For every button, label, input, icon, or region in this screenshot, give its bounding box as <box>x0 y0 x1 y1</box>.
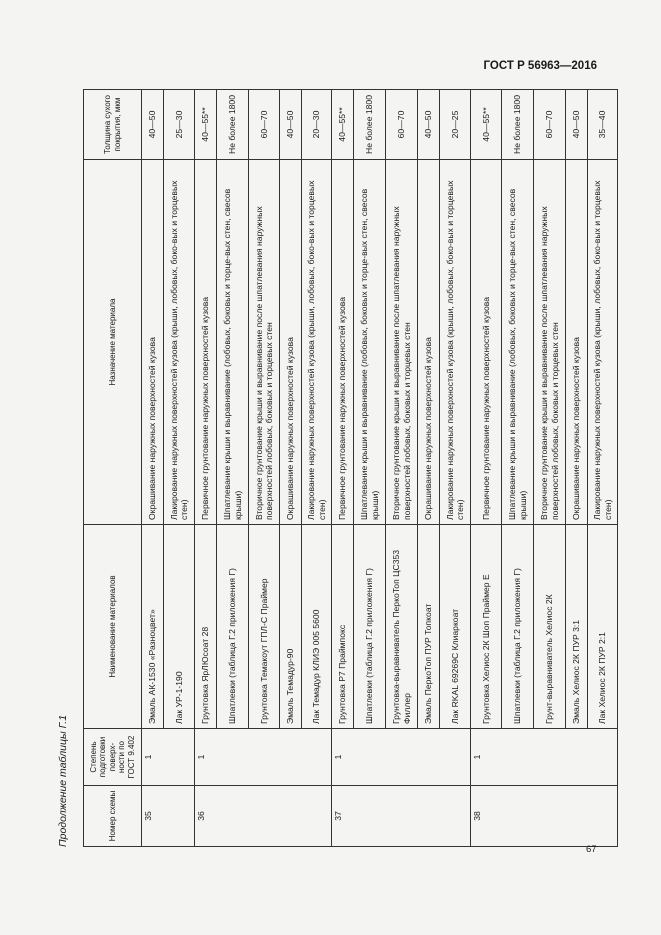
header-material-name: Наименование материалов <box>84 525 142 729</box>
thickness-cell: 25—30 <box>164 90 195 160</box>
prep-degree-cell: 1 <box>471 729 618 786</box>
thickness-cell: 60—70 <box>249 90 280 160</box>
table-row <box>332 90 354 847</box>
scheme-number-cell: 36 <box>195 786 332 847</box>
thickness-cell: 40—50 <box>280 90 302 160</box>
material-name-cell: Грунтовка Хелиос 2К Шоп Праймер Е <box>471 525 502 729</box>
header-surface-prep-degree: Степень подготовки поверх-ности по ГОСТ 9.402 <box>84 729 142 786</box>
thickness-cell: 60—70 <box>386 90 418 160</box>
material-name-cell: Грунтовка ЯрЛЮсоат 28 <box>195 525 217 729</box>
header-material-purpose: Назначение материала <box>84 160 142 525</box>
thickness-cell: 40—55** <box>195 90 217 160</box>
scheme-number-cell: 35 <box>142 786 195 847</box>
table-header-row <box>84 90 142 847</box>
material-name-cell: Грунтовка-выравниватель ПеркоТоп ЦС353 Филлер <box>386 525 418 729</box>
thickness-cell: Не более 1800 <box>502 90 534 160</box>
page-number: 67 <box>586 844 597 855</box>
material-name-cell: Шпатлевки (таблица Г.2 приложения Г) <box>217 525 249 729</box>
material-name-cell: Лак RKAL 69269C Клиаркоат <box>440 525 471 729</box>
material-name-cell: Эмаль Темадур-90 <box>280 525 302 729</box>
thickness-cell: 20—30 <box>302 90 332 160</box>
materials-table <box>83 89 618 847</box>
thickness-cell: Не более 1800 <box>354 90 386 160</box>
scheme-number-cell: 38 <box>471 786 618 847</box>
material-name-cell: Эмаль ПеркоТоп ПУР Топкоат <box>418 525 440 729</box>
thickness-cell: 60—70 <box>534 90 566 160</box>
material-purpose-cell: Окрашивание наружных поверхностей кузова <box>280 160 302 525</box>
material-name-cell: Лак УР-1-190 <box>164 525 195 729</box>
table-row <box>471 90 502 847</box>
material-purpose-cell: Окрашивание наружных поверхностей кузова <box>566 160 588 525</box>
material-purpose-cell: Лакирование наружных поверхностей кузова (крыши, лобовых, боко-вых и торцевых стен) <box>440 160 471 525</box>
material-purpose-cell: Первичное грунтование наружных поверхностей кузова <box>195 160 217 525</box>
material-name-cell: Грунт-выравниватель Хелиос 2К <box>534 525 566 729</box>
rotated-table-block <box>55 90 613 847</box>
prep-degree-cell: 1 <box>142 729 195 786</box>
material-name-cell: Лак Темадур КЛИЭ 005 5600 <box>302 525 332 729</box>
material-purpose-cell: Первичное грунтование наружных поверхностей кузова <box>332 160 354 525</box>
material-purpose-cell: Шпатлевание крыши и выравнивание (лобовых, боковых и торце-вых стен, свесов крыши) <box>217 160 249 525</box>
material-name-cell: Шпатлевки (таблица Г.2 приложения Г) <box>354 525 386 729</box>
thickness-cell: Не более 1800 <box>217 90 249 160</box>
material-name-cell: Грунтовка Р7 Праймпокс <box>332 525 354 729</box>
scheme-number-cell: 37 <box>332 786 471 847</box>
material-purpose-cell: Вторичное грунтование крыши и выравнивание после шпатлевания наружных поверхностей лобовых, боковых и торцевых стен <box>386 160 418 525</box>
material-purpose-cell: Окрашивание наружных поверхностей кузова <box>418 160 440 525</box>
material-purpose-cell: Вторичное грунтование крыши и выравнивание после шпатлевания наружных поверхностей лобовых, боковых и торцевых стен <box>249 160 280 525</box>
thickness-cell: 40—50 <box>566 90 588 160</box>
document-standard-number: ГОСТ Р 56963—2016 <box>483 60 597 72</box>
thickness-cell: 40—55** <box>332 90 354 160</box>
material-purpose-cell: Лакирование наружных поверхностей кузова (крыши, лобовых, боко-вых и торцевых стен) <box>302 160 332 525</box>
material-purpose-cell: Лакирование наружных поверхностей кузова (крыши, лобовых, боко-вых и торцевых стен) <box>164 160 195 525</box>
header-coating-thickness: Толщина сухого покрытия, мкм <box>84 90 142 160</box>
header-scheme-number: Номер схемы <box>84 786 142 847</box>
table-row <box>142 90 164 847</box>
material-name-cell: Грунтовка Темакоут ГПЛ-С Праймер <box>249 525 280 729</box>
table-row <box>195 90 217 847</box>
thickness-cell: 20—25 <box>440 90 471 160</box>
thickness-cell: 40—50 <box>142 90 164 160</box>
material-name-cell: Эмаль АК-1530 «Разноцвет» <box>142 525 164 729</box>
material-purpose-cell: Вторичное грунтование крыши и выравнивание после шпатлевания наружных поверхностей лобовых, боковых и торцевых стен <box>534 160 566 525</box>
prep-degree-cell: 1 <box>332 729 471 786</box>
material-purpose-cell: Лакирование наружных поверхностей кузова (крыши, лобовых, боко-вых и торцевых стен) <box>588 160 618 525</box>
thickness-cell: 40—55** <box>471 90 502 160</box>
material-purpose-cell: Шпатлевание крыши и выравнивание (лобовых, боковых и торце-вых стен, свесов крыши) <box>354 160 386 525</box>
thickness-cell: 35—40 <box>588 90 618 160</box>
thickness-cell: 40—50 <box>418 90 440 160</box>
material-purpose-cell: Первичное грунтование наружных поверхностей кузова <box>471 160 502 525</box>
material-name-cell: Лак Хелиос 2К ПУР 2:1 <box>588 525 618 729</box>
table-caption: Продолжение таблицы Г.1 <box>57 714 69 847</box>
material-purpose-cell: Окрашивание наружных поверхностей кузова <box>142 160 164 525</box>
material-name-cell: Шпатлевки (таблица Г.2 приложения Г) <box>502 525 534 729</box>
material-purpose-cell: Шпатлевание крыши и выравнивание (лобовых, боковых и торце-вых стен, свесов крыши) <box>502 160 534 525</box>
prep-degree-cell: 1 <box>195 729 332 786</box>
material-name-cell: Эмаль Хелиос 2К ПУР 3:1 <box>566 525 588 729</box>
